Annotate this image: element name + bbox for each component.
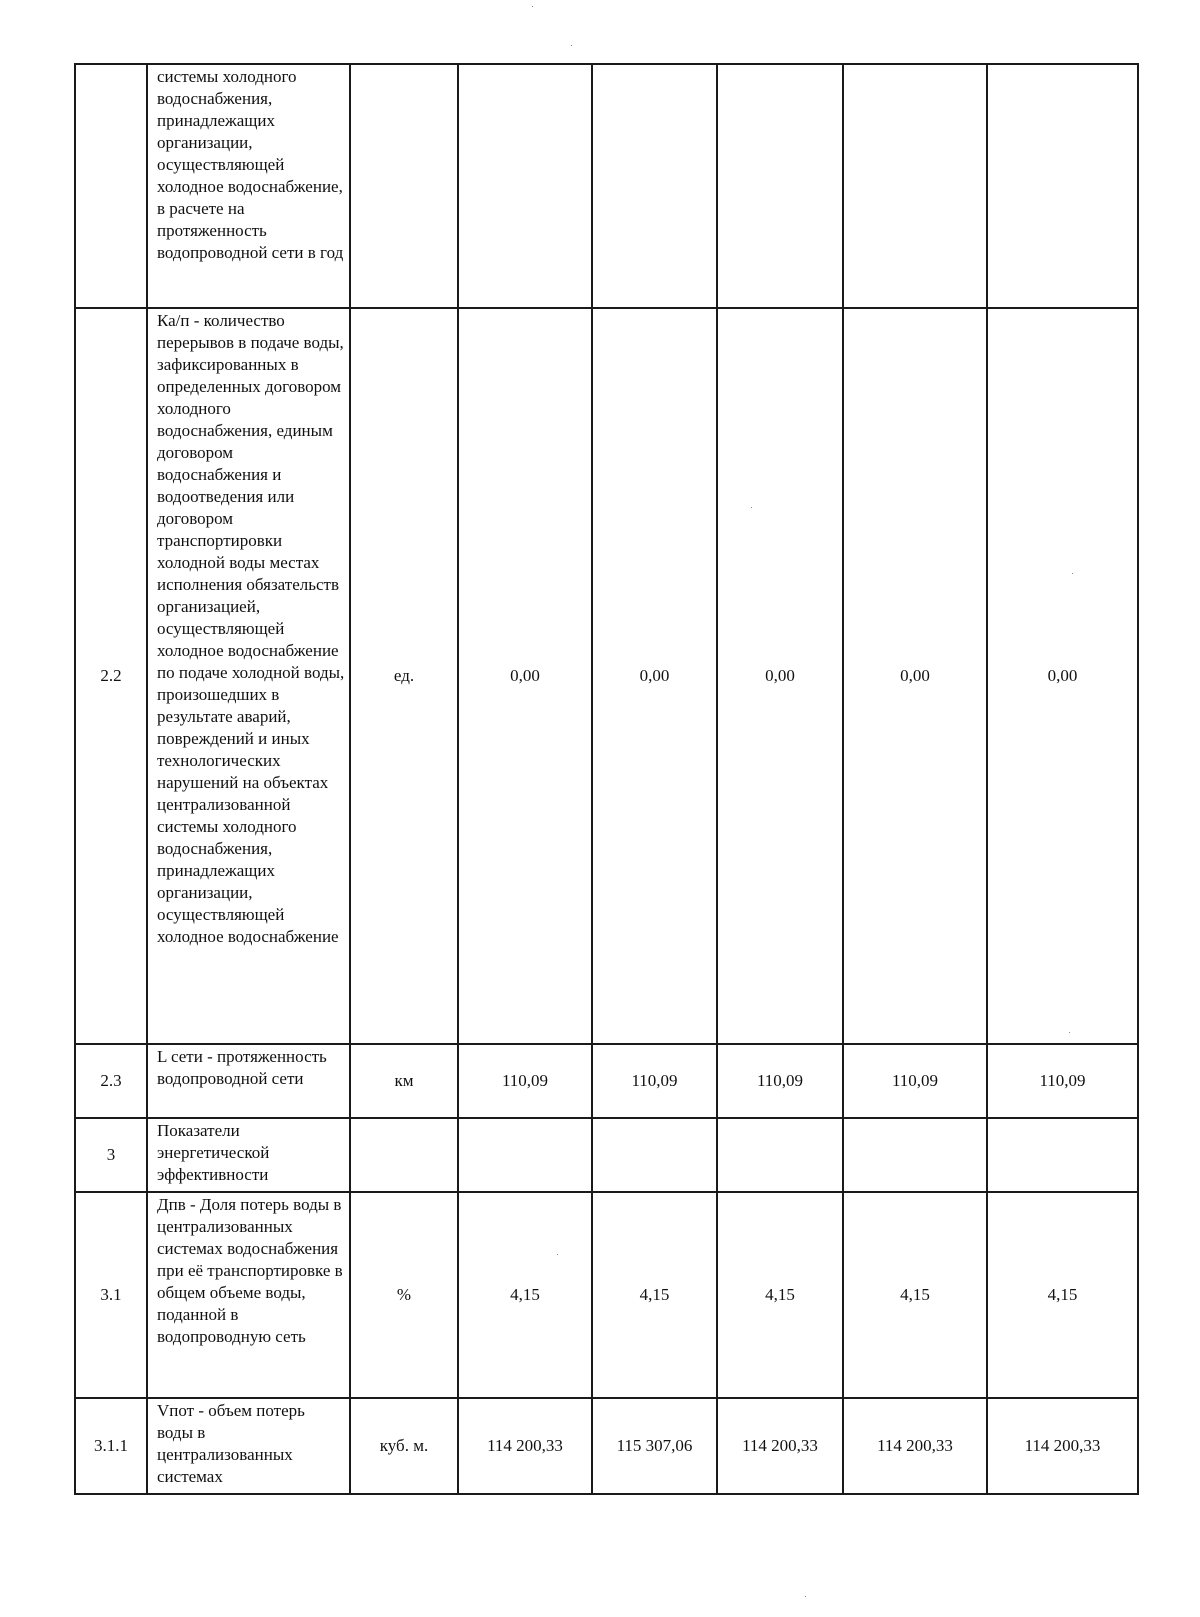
table-row <box>75 1044 1138 1118</box>
indicator-description-cell: Дпв - Доля потерь воды в централизованных системах водоснабжения при её транспортировке в общем объеме воды, поданной в водопроводную сеть <box>147 1192 350 1398</box>
unit-cell: куб. м. <box>350 1398 458 1494</box>
table-row <box>75 64 1138 308</box>
value-cell: 0,00 <box>717 308 843 1044</box>
value-cell: 0,00 <box>843 308 987 1044</box>
row-number-cell: 3.1 <box>75 1192 147 1398</box>
value-cell: 4,15 <box>717 1192 843 1398</box>
value-cell: 110,09 <box>987 1044 1138 1118</box>
scan-speck <box>532 6 533 7</box>
value-cell: 114 200,33 <box>987 1398 1138 1494</box>
scan-speck <box>557 1254 558 1255</box>
value-cell <box>843 64 987 308</box>
table-row <box>75 1192 1138 1398</box>
indicator-description-cell: L сети - протяженность водопроводной сети <box>147 1044 350 1118</box>
table-row <box>75 1118 1138 1192</box>
value-cell: 114 200,33 <box>843 1398 987 1494</box>
scan-speck <box>1072 573 1073 574</box>
value-cell: 110,09 <box>717 1044 843 1118</box>
value-cell <box>592 64 717 308</box>
table-row <box>75 1398 1138 1494</box>
value-cell: 4,15 <box>987 1192 1138 1398</box>
value-cell <box>987 64 1138 308</box>
row-number-cell: 2.3 <box>75 1044 147 1118</box>
value-cell: 115 307,06 <box>592 1398 717 1494</box>
row-number-cell: 2.2 <box>75 308 147 1044</box>
unit-cell: % <box>350 1192 458 1398</box>
scan-speck <box>751 507 752 508</box>
value-cell <box>458 1118 592 1192</box>
value-cell: 4,15 <box>592 1192 717 1398</box>
unit-cell: ед. <box>350 308 458 1044</box>
indicators-table <box>74 63 1139 1495</box>
row-number-cell: 3.1.1 <box>75 1398 147 1494</box>
value-cell: 0,00 <box>592 308 717 1044</box>
indicators-table-container <box>74 63 1137 1495</box>
value-cell: 110,09 <box>843 1044 987 1118</box>
value-cell: 114 200,33 <box>458 1398 592 1494</box>
indicator-description-cell: системы холодного водоснабжения, принадлежащих организации, осуществляющей холодное водоснабжение, в расчете на протяженность водопроводной сети в год <box>147 64 350 308</box>
unit-cell: км <box>350 1044 458 1118</box>
unit-cell <box>350 64 458 308</box>
row-number-cell <box>75 64 147 308</box>
value-cell: 4,15 <box>843 1192 987 1398</box>
value-cell <box>717 64 843 308</box>
value-cell <box>843 1118 987 1192</box>
value-cell <box>458 64 592 308</box>
value-cell: 0,00 <box>458 308 592 1044</box>
value-cell: 0,00 <box>987 308 1138 1044</box>
row-number-cell: 3 <box>75 1118 147 1192</box>
unit-cell <box>350 1118 458 1192</box>
scan-speck <box>571 45 572 46</box>
scan-speck <box>1069 1032 1070 1033</box>
value-cell <box>987 1118 1138 1192</box>
table-row <box>75 308 1138 1044</box>
value-cell: 110,09 <box>458 1044 592 1118</box>
value-cell <box>717 1118 843 1192</box>
value-cell <box>592 1118 717 1192</box>
value-cell: 114 200,33 <box>717 1398 843 1494</box>
section-heading-cell: Показатели энергетической эффективности <box>147 1118 350 1192</box>
value-cell: 110,09 <box>592 1044 717 1118</box>
indicator-description-cell: Vпот - объем потерь воды в централизованных системах <box>147 1398 350 1494</box>
value-cell: 4,15 <box>458 1192 592 1398</box>
indicator-description-cell: Ка/п - количество перерывов в подаче воды, зафиксированных в определенных договором холодного водоснабжения, единым договором водоснабжения и водоотведения или договором транспортировки холодной воды местах исполнения обязательств организацией, осуществляющей холодное водоснабжение по подаче холодной воды, произошедших в результате аварий, повреждений и иных технологических нарушений на объектах централизованной системы холодного водоснабжения, принадлежащих организации, осуществляющей холодное водоснабжение <box>147 308 350 1044</box>
scan-speck <box>805 1596 806 1597</box>
